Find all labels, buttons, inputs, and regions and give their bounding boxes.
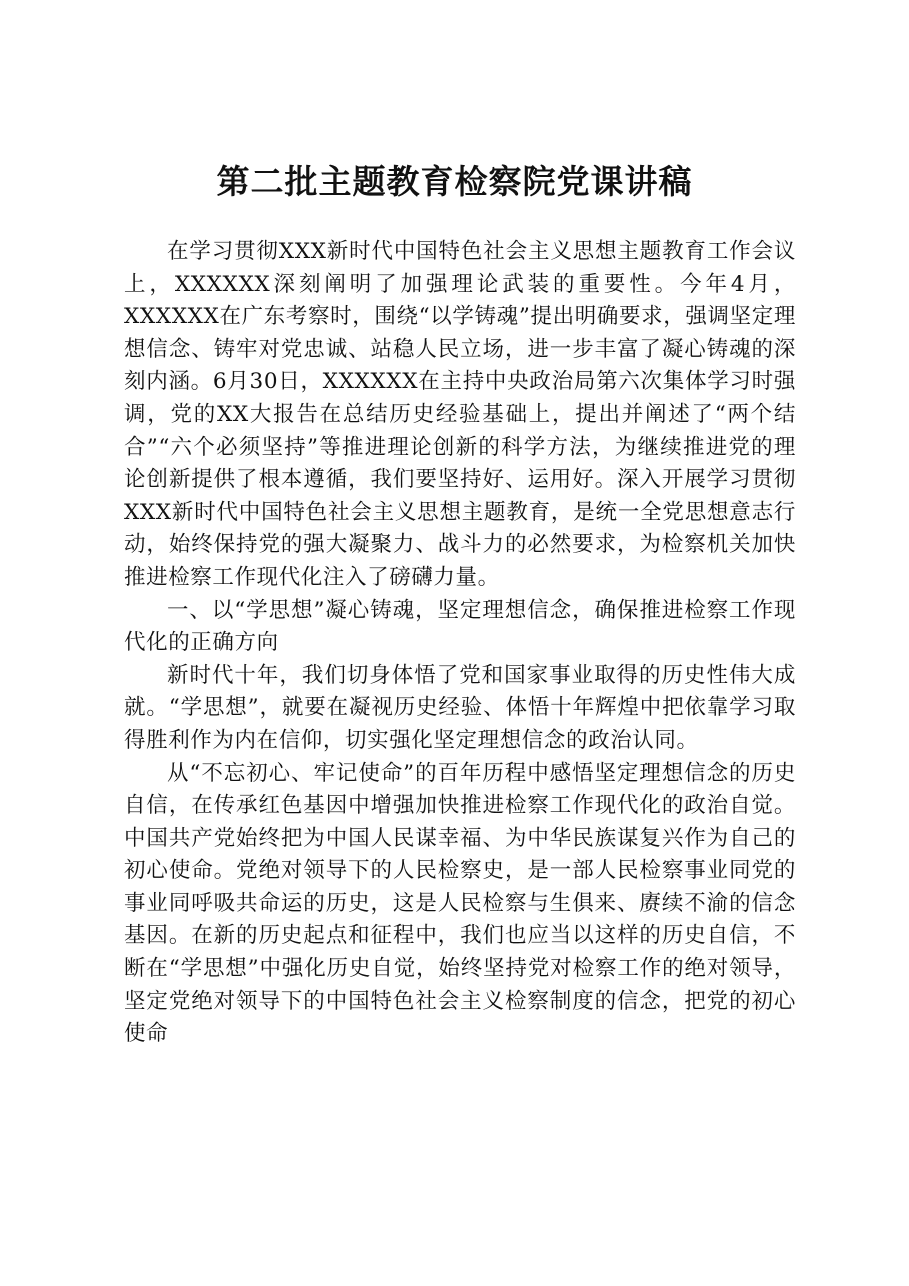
document-body: [124, 236, 796, 1051]
intro-paragraph: 在学习贯彻XXX新时代中国特色社会主义思想主题教育工作会议上，XXXXXX深刻阐明了加强理论武装的重要性。今年4月，XXXXXX在广东考察时，围绕“以学铸魂”提出明确要求，强调坚定理想信念、铸牢对党忠诚、站稳人民立场，进一步丰富了凝心铸魂的深刻内涵。6月30日，XXXXXX在主持中央政治局第六次集体学习时强调，党的XX大报告在总结历史经验基础上，提出并阐述了“两个结合”“六个必须坚持”等推进理论创新的科学方法，为继续推进党的理论创新提供了根本遵循，我们要坚持好、运用好。深入开展学习贯彻XXX新时代中国特色社会主义思想主题教育，是统一全党思想意志行动，始终保持党的强大凝聚力、战斗力的必然要求，为检察机关加快推进检察工作现代化注入了磅礴力量。: [124, 239, 796, 590]
body-paragraph: 从“不忘初心、牢记使命”的百年历程中感悟坚定理想信念的历史自信，在传承红色基因中增强加快推进检察工作现代化的政治自觉。中国共产党始终把为中国人民谋幸福、为中华民族谋复兴作为自己的初心使命。党绝对领导下的人民检察史，是一部人民检察事业同党的事业同呼吸共命运的历史，这是人民检察与生俱来、赓续不渝的信念基因。在新的历史起点和征程中，我们也应当以这样的历史自信，不断在“学思想”中强化历史自觉，始终坚持党对检察工作的绝对领导，坚定党绝对领导下的中国特色社会主义检察制度的信念，把党的初心使命: [124, 760, 796, 1047]
section-heading-1: 一、以“学思想”凝心铸魂，坚定理想信念，确保推进检察工作现代化的正确方向: [124, 597, 796, 656]
body-paragraph: 新时代十年，我们切身体悟了党和国家事业取得的历史性伟大成就。“学思想”，就要在凝视历史经验、体悟十年辉煌中把依靠学习取得胜利作为内在信仰，切实强化坚定理想信念的政治认同。: [124, 662, 796, 753]
document-title: 第二批主题教育检察院党课讲稿: [216, 162, 693, 201]
